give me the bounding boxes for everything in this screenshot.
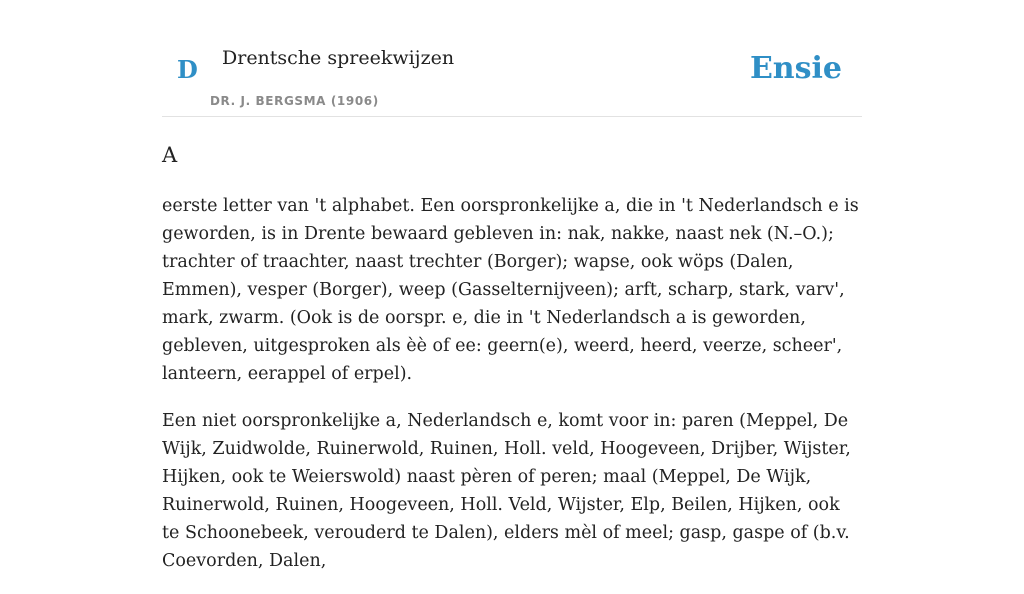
book-icon-letter: D — [177, 55, 198, 84]
book-header — [162, 0, 862, 117]
book-title-link[interactable]: Drentsche spreekwijzen — [222, 47, 455, 69]
brand-logo-link[interactable]: Ensie — [749, 51, 842, 86]
entry-paragraph-1: eerste letter van 't alphabet. Een oorspronkelijke a, die in 't Nederlandsch e is geworden, is in Drente bewaard gebleven in: nak, nakke, naast nek (N.–O.); trachter of traachter, naast trechter (Borger); wapse, ook wöps (Dalen, Emmen), vesper (Borger), weep (Gasselternijveen); arft, scharp, stark, varv', mark, zwarm. (Ook is de oorspr. e, die in 't Nederlandsch a is geworden, gebleven, uitgesproken als èè of ee: geern(e), weerd, heerd, veerze, scheer', lanteern, eerappel of erpel). — [162, 196, 859, 384]
book-author: DR. J. BERGSMA (1906) — [210, 94, 379, 108]
entry-content — [162, 138, 862, 594]
entry-paragraph-2: Een niet oorspronkelijke a, Nederlandsch e, komt voor in: paren (Meppel, De Wijk, Zuidwolde, Ruinerwold, Ruinen, Holl. veld, Hoogeveen, Drijber, Wijster, Hijken, ook te Weierswold) naast pèren of peren; maal (Meppel, De Wijk, Ruinerwold, Ruinen, Hoogeveen, Holl. Veld, Wijster, Elp, Beilen, Hijken, ook te Schoonebeek, verouderd te Dalen), elders mèl of meel; gasp, gaspe of (b.v. Coevorden, Dalen, — [162, 411, 851, 571]
entry-heading: A — [162, 143, 178, 167]
